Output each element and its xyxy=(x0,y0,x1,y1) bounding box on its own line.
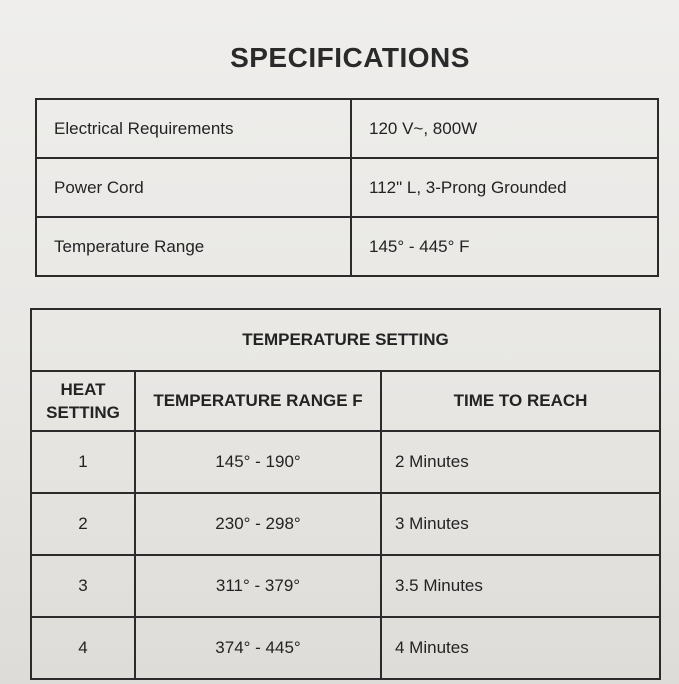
temperature-setting-table xyxy=(30,308,661,680)
heat-setting-cell: 4 xyxy=(31,617,135,679)
spec-value: 145° - 445° F xyxy=(351,217,658,276)
table-header-row xyxy=(31,371,660,431)
table-row xyxy=(31,493,660,555)
table-row xyxy=(31,555,660,617)
time-to-reach-cell: 3 Minutes xyxy=(381,493,660,555)
spec-value: 120 V~, 800W xyxy=(351,99,658,158)
table-caption: TEMPERATURE SETTING xyxy=(31,309,660,371)
table-row xyxy=(31,431,660,493)
temperature-range-cell: 311° - 379° xyxy=(135,555,381,617)
column-header-temperature-range: TEMPERATURE RANGE F xyxy=(135,371,381,431)
table-row xyxy=(31,617,660,679)
spec-value: 112" L, 3-Prong Grounded xyxy=(351,158,658,217)
heat-setting-cell: 2 xyxy=(31,493,135,555)
table-row xyxy=(36,99,658,158)
table-row xyxy=(36,217,658,276)
time-to-reach-cell: 3.5 Minutes xyxy=(381,555,660,617)
table-row xyxy=(36,158,658,217)
temperature-range-cell: 230° - 298° xyxy=(135,493,381,555)
page-title: SPECIFICATIONS xyxy=(230,42,470,73)
table-caption-row xyxy=(31,309,660,371)
time-to-reach-cell: 4 Minutes xyxy=(381,617,660,679)
specifications-table xyxy=(35,98,659,277)
header-heat-line1: HEAT xyxy=(60,380,106,399)
spec-label: Electrical Requirements xyxy=(36,99,351,158)
header-heat-line2: SETTING xyxy=(46,403,120,422)
temperature-range-cell: 374° - 445° xyxy=(135,617,381,679)
time-to-reach-cell: 2 Minutes xyxy=(381,431,660,493)
temperature-range-cell: 145° - 190° xyxy=(135,431,381,493)
spec-label: Power Cord xyxy=(36,158,351,217)
heat-setting-cell: 3 xyxy=(31,555,135,617)
spec-label: Temperature Range xyxy=(36,217,351,276)
column-header-time-to-reach: TIME TO REACH xyxy=(381,371,660,431)
heat-setting-cell: 1 xyxy=(31,431,135,493)
column-header-heat-setting xyxy=(31,371,135,431)
